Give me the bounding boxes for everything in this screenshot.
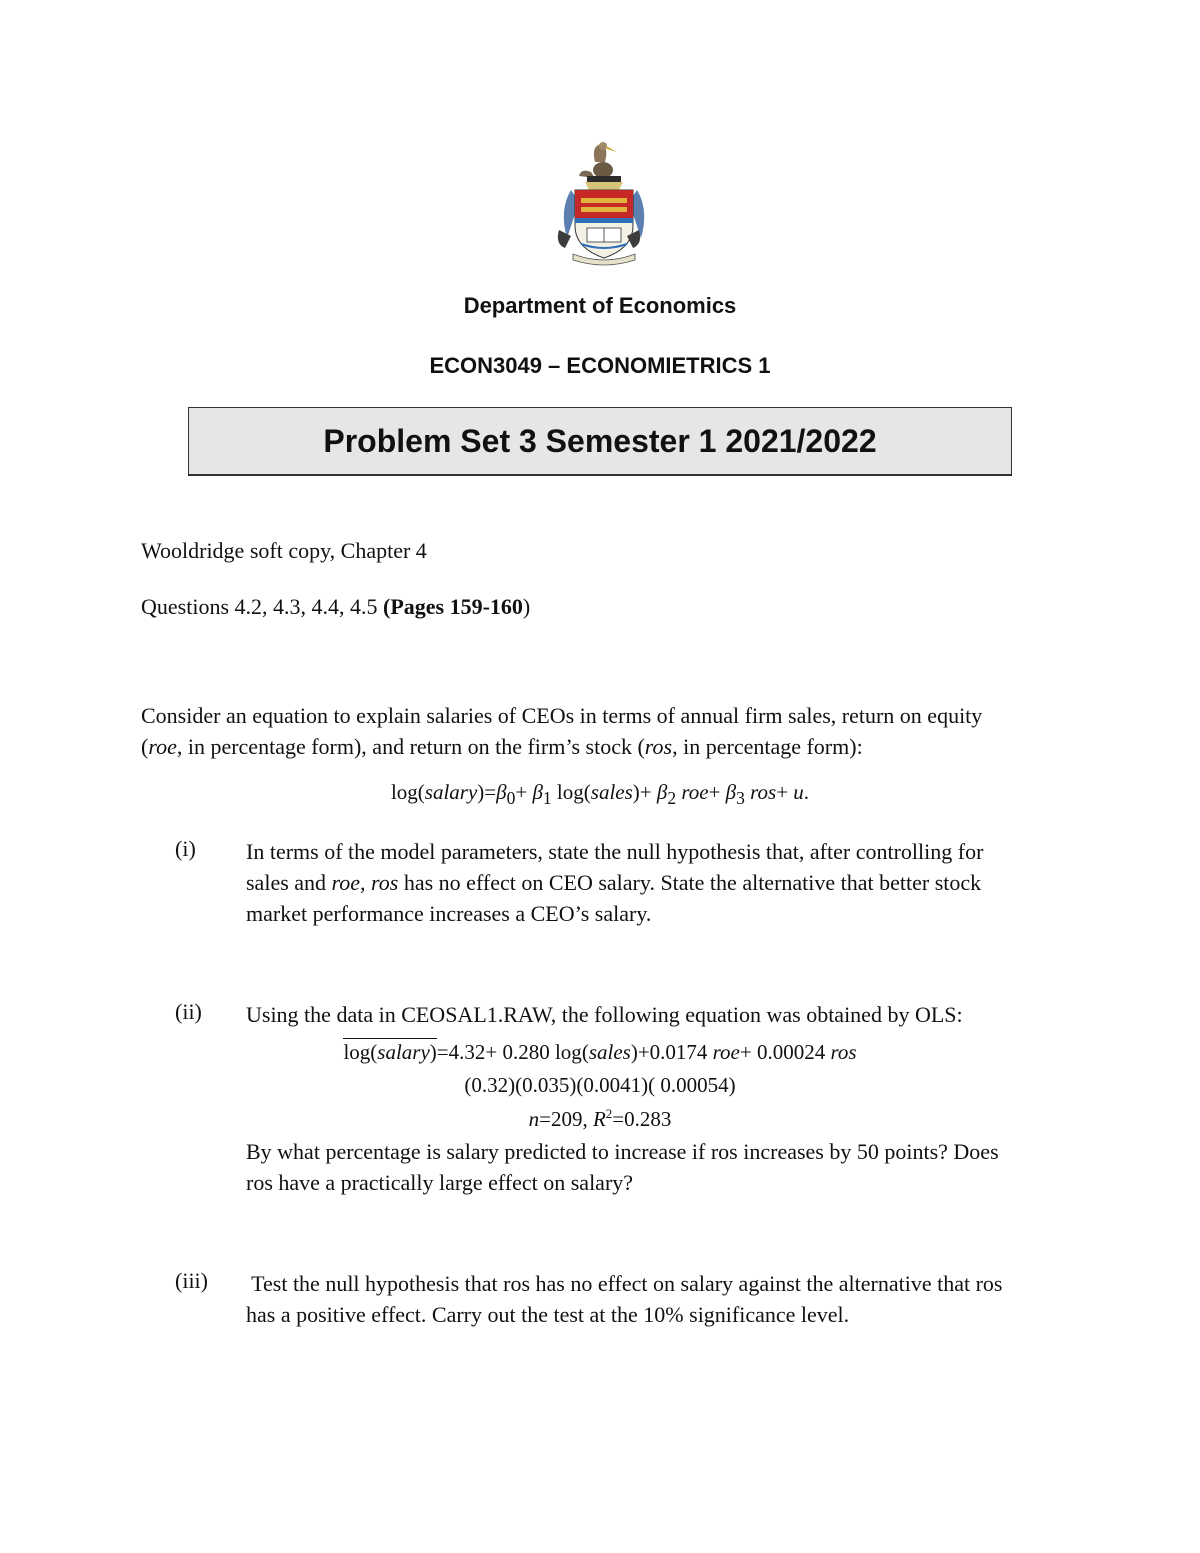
problem-set-title: Problem Set 3 Semester 1 2021/2022 — [323, 422, 877, 459]
intro-line-1: Consider an equation to explain salaries of CEOs in terms of annual firm sales, return on equity — [141, 703, 983, 728]
questions-list: Questions 4.2, 4.3, 4.4, 4.5 — [141, 594, 383, 619]
item-number-iii: (iii) — [175, 1268, 208, 1293]
problem-set-title-box — [188, 407, 1012, 476]
item-number-i: (i) — [175, 836, 196, 861]
item-i-text: In terms of the model parameters, state the null hypothesis that, after controlling for sales and roe, ros has no effect on CEO salary. State the alternative that better stock market performance increases a CEO’s salary. — [246, 839, 984, 926]
department-name: Department of Economics — [463, 293, 737, 318]
course-title: ECON3049 – ECONOMIETRICS 1 — [429, 353, 771, 378]
intro-line-2: (roe, in percentage form), and return on the firm’s stock (ros, in percentage form): — [141, 734, 863, 759]
item-number-ii: (ii) — [175, 999, 202, 1024]
model-equation: $\log(salary)=\beta_0+ \beta_1$ log(sales)+ $\beta_2$ $roe+ \beta_3$ ros+ u. — [390, 780, 810, 809]
textbook-reference: Wooldridge soft copy, Chapter 4 — [141, 538, 427, 563]
standard-errors: (0.32)(0.035)(0.0041)( 0.00054) — [464, 1073, 736, 1097]
university-crest-logo — [551, 140, 647, 266]
estimated-equation: log(salary)=4.32+ 0.280 log(sales)+0.0174 roe+ 0.00024 ros — [343, 1040, 857, 1064]
questions-reference: Questions 4.2, 4.3, 4.4, 4.5 (Pages 159-160) — [141, 594, 531, 619]
questions-pages: (Pages 159-160 — [383, 594, 523, 619]
ros-variable: ros — [644, 734, 673, 759]
regression-fit: n=209, $R^2=0.283$ — [528, 1106, 672, 1131]
intro-paragraph — [141, 700, 1061, 762]
item-iii-text: Test the null hypothesis that ros has no effect on salary against the alternative that ros has a positive effect. Carry out the test at the 10% significance level. — [246, 1271, 1003, 1327]
item-ii-question: By what percentage is salary predicted to increase if ros increases by 50 points? Does ros have a practically large effect on salary? — [246, 1139, 999, 1195]
item-ii-intro: Using the data in CEOSAL1.RAW, the following equation was obtained by OLS: — [246, 1002, 963, 1027]
roe-variable: roe — [148, 734, 177, 759]
